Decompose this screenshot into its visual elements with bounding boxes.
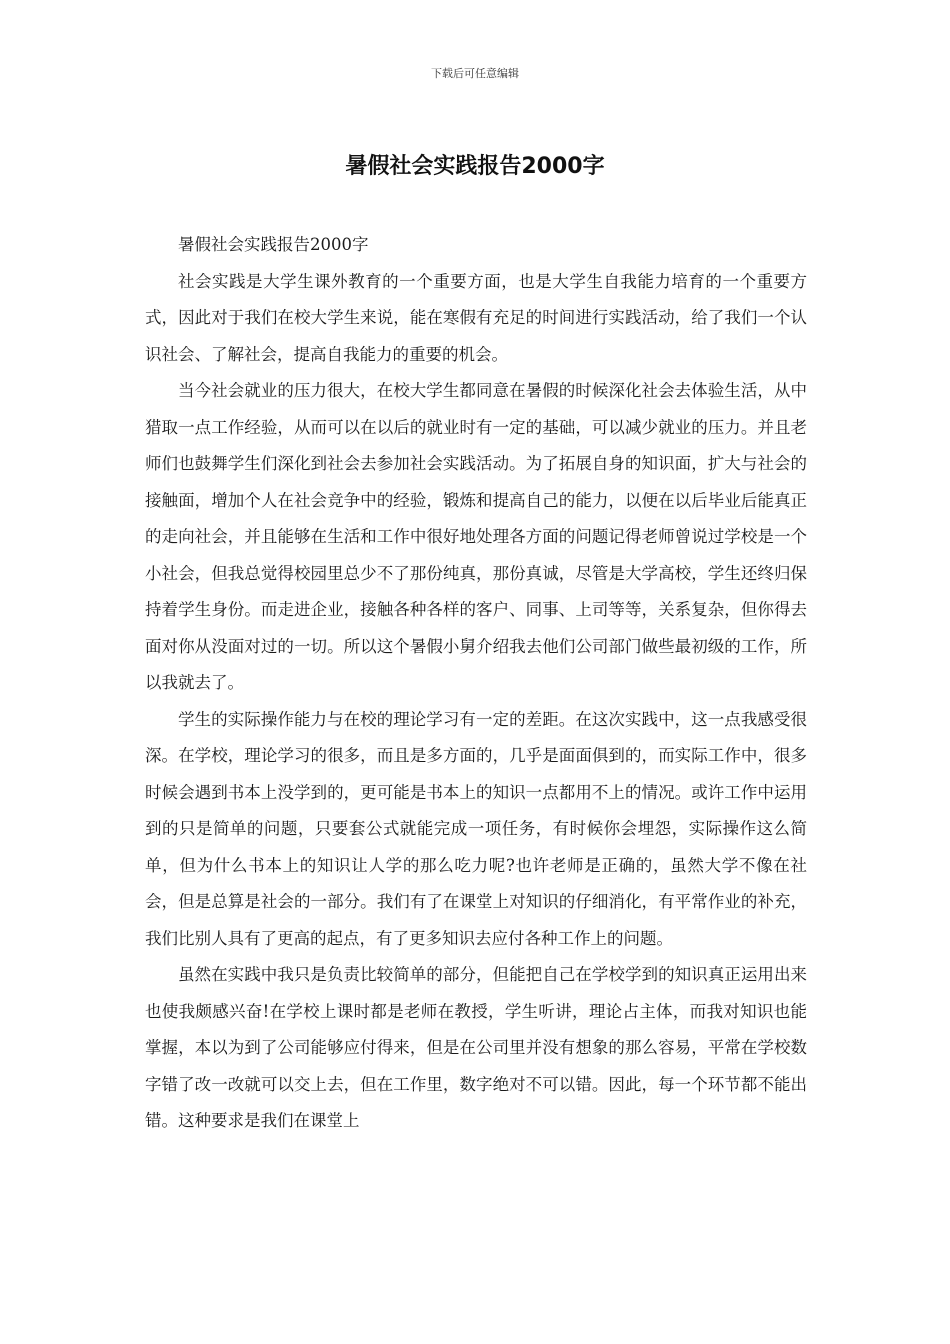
body-paragraph: 虽然在实践中我只是负责比较简单的部分，但能把自己在学校学到的知识真正运用出来也使我颇感兴奋!在学校上课时都是老师在教授，学生听讲，理论占主体，而我对知识也能掌握，本以为到了公司能够应付得来，但是在公司里并没有想象的那么容易，平常在学校数字错了改一改就可以交上去，但在工作里，数字绝对不可以错。因此，每一个环节都不能出错。这种要求是我们在课堂上 — [145, 965, 807, 1130]
page-header-note: 下载后可任意编辑 — [431, 67, 519, 80]
body-paragraph: 当今社会就业的压力很大，在校大学生都同意在暑假的时候深化社会去体验生活，从中猎取一点工作经验，从而可以在以后的就业时有一定的基础，可以减少就业的压力。并且老师们也鼓舞学生们深化到社会去参加社会实践活动。为了拓展自身的知识面，扩大与社会的接触面，增加个人在社会竞争中的经验，锻炼和提高自己的能力，以便在以后毕业后能真正的走向社会，并且能够在生活和工作中很好地处理各方面的问题记得老师曾说过学校是一个小社会，但我总觉得校园里总少不了那份纯真，那份真诚，尽管是大学高校，学生还终归保持着学生身份。而走进企业，接触各种各样的客户、同事、上司等等，关系复杂，但你得去面对你从没面对过的一切。所以这个暑假小舅介绍我去他们公司部门做些最初级的工作，所以我就去了。 — [145, 381, 807, 692]
body-paragraph: 学生的实际操作能力与在校的理论学习有一定的差距。在这次实践中，这一点我感受很深。在学校，理论学习的很多，而且是多方面的，几乎是面面俱到的，而实际工作中，很多时候会遇到书本上没学到的，更可能是书本上的知识一点都用不上的情况。或许工作中运用到的只是简单的问题，只要套公式就能完成一项任务，有时候你会埋怨，实际操作这么简单，但为什么书本上的知识让人学的那么吃力呢?也许老师是正确的，虽然大学不像在社会，但是总算是社会的一部分。我们有了在课堂上对知识的仔细消化，有平常作业的补充，我们比别人具有了更高的起点，有了更多知识去应付各种工作上的问题。 — [145, 709, 807, 948]
body-paragraph-subtitle: 暑假社会实践报告2000字 — [178, 235, 369, 254]
document-title: 暑假社会实践报告2000字 — [345, 154, 605, 179]
document-body — [145, 227, 807, 1140]
body-paragraph: 社会实践是大学生课外教育的一个重要方面，也是大学生自我能力培育的一个重要方式，因此对于我们在校大学生来说，能在寒假有充足的时间进行实践活动，给了我们一个认识社会、了解社会，提高自我能力的重要的机会。 — [145, 271, 807, 364]
